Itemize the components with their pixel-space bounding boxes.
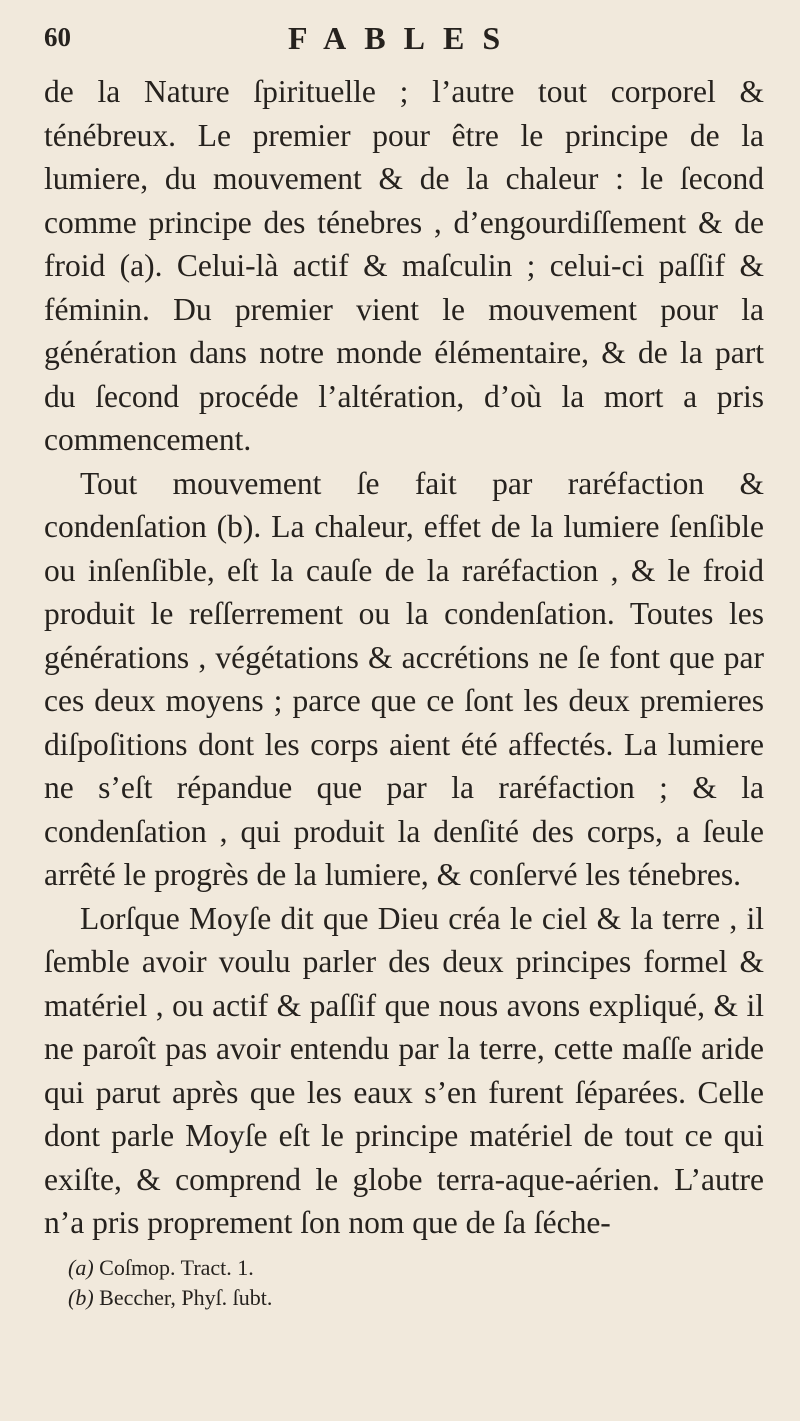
footnote-mark: (a) [68,1254,94,1280]
running-head: FABLES [288,20,519,56]
paragraph: Lorſque Moyſe dit que Dieu créa le ciel & la terre , il ſemble avoir voulu parler des deux principes formel & matériel , ou actif & paſſif que nous avons expliqué, & il ne paroît pas avoir entendu par la terre, cette maſſe aride qui parut après que les eaux s’en furent ſéparées. Celle dont parle Moyſe eſt le principe matériel de tout ce qui exiſte, & comprend le globe terra-aque-aérien. L’autre n’a pris proprement ſon nom que de ſa ſéche- [44,900,764,1240]
footnote-text: Beccher, Phyſ. ſubt. [99,1284,273,1310]
page-header [44,18,760,70]
paragraph: Tout mouvement ſe fait par raréfaction & condenſation (b). La chaleur, effet de la lumiere ſenſible ou inſenſible, eſt la cauſe de la raréfaction , & le froid produit le reſſerrement ou la condenſation. Toutes les générations , végétations & accrétions ne ſe font que par ces deux moyens ; parce que ce ſont les deux premieres diſpoſitions dont les corps aient été affectés. La lumiere ne s’eſt répandue que par la raréfaction ; & la condenſation , qui produit la denſité des corps, a ſeule arrêté le progrès de la lumiere, & conſervé les ténebres. [44,465,764,892]
body-text [44,70,764,1245]
footnote-text: Coſmop. Tract. 1. [99,1254,254,1280]
footnote [68,1283,760,1313]
footnotes [44,1253,760,1313]
footnote-mark: (b) [68,1284,94,1310]
paragraph: de la Nature ſpirituelle ; l’autre tout corporel & ténébreux. Le premier pour être le principe de la lumiere, du mouvement & de la chaleur : le ſecond comme principe des ténebres , d’engourdiſſement & de froid (a). Celui-là actif & maſculin ; celui-ci paſſif & féminin. Du premier vient le mouvement pour la génération dans notre monde élémentaire, & de la part du ſecond procéde l’altération, d’où la mort a pris commencement. [44,74,764,457]
page-number: 60 [44,22,71,52]
footnote [68,1253,760,1283]
